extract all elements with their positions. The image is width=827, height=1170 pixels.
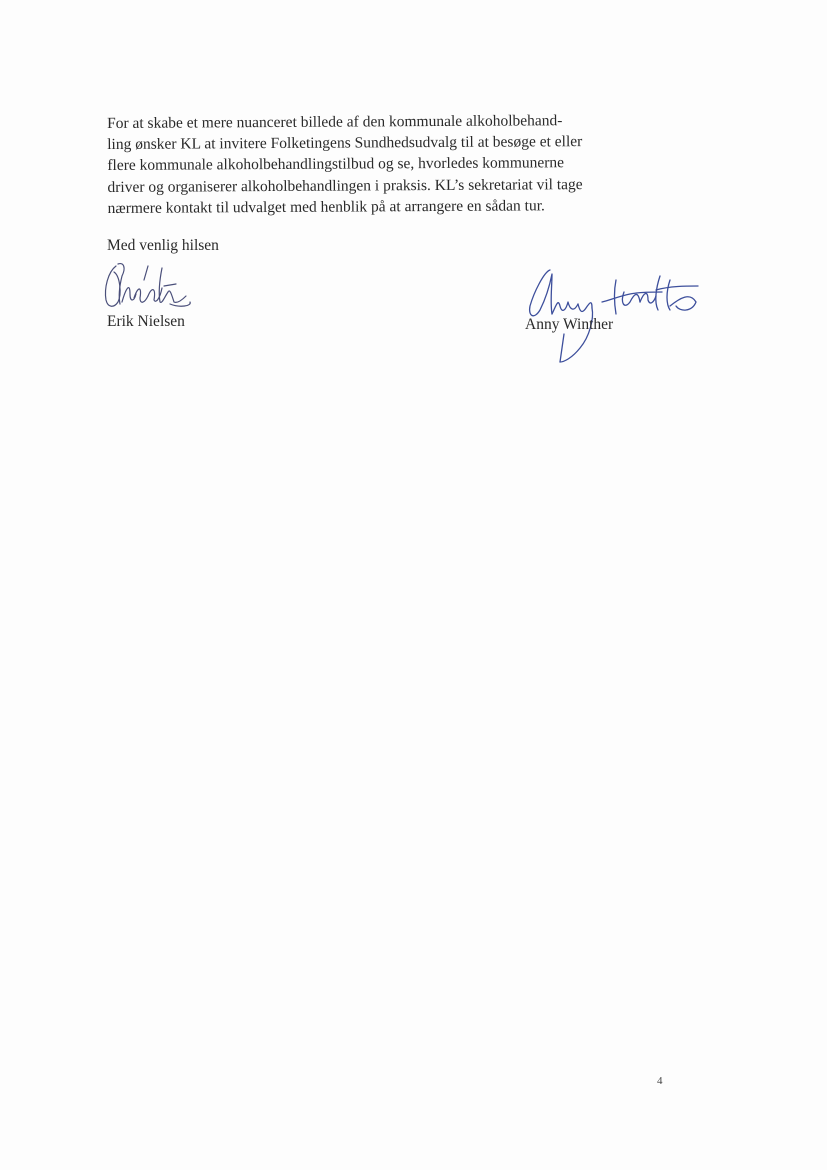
body-line: For at skabe et mere nuanceret billede af den kommunale alkoholbehand-	[107, 112, 563, 132]
handwritten-signature-icon	[100, 258, 230, 318]
signature-block-right	[520, 262, 710, 372]
signer-name-right: Anny Winther	[525, 316, 614, 333]
page-number: 4	[657, 1075, 663, 1087]
signer-name-left: Erik Nielsen	[107, 313, 185, 330]
closing-greeting: Med venlig hilsen	[107, 237, 219, 254]
body-line: nærmere kontakt til udvalget med henblik på at arrangere en sådan tur.	[107, 197, 545, 217]
body-line: driver og organiserer alkoholbehandlingen i praksis. KL’s sekretariat vil tage	[107, 175, 583, 196]
signature-block-left	[100, 258, 230, 338]
letter-body	[107, 110, 628, 219]
body-line: ling ønsker KL at invitere Folketingens Sundhedsudvalg til at besøge et eller	[107, 133, 583, 154]
body-line: flere kommunale alkoholbehandlingstilbud og se, hvorledes kommunerne	[107, 154, 565, 175]
